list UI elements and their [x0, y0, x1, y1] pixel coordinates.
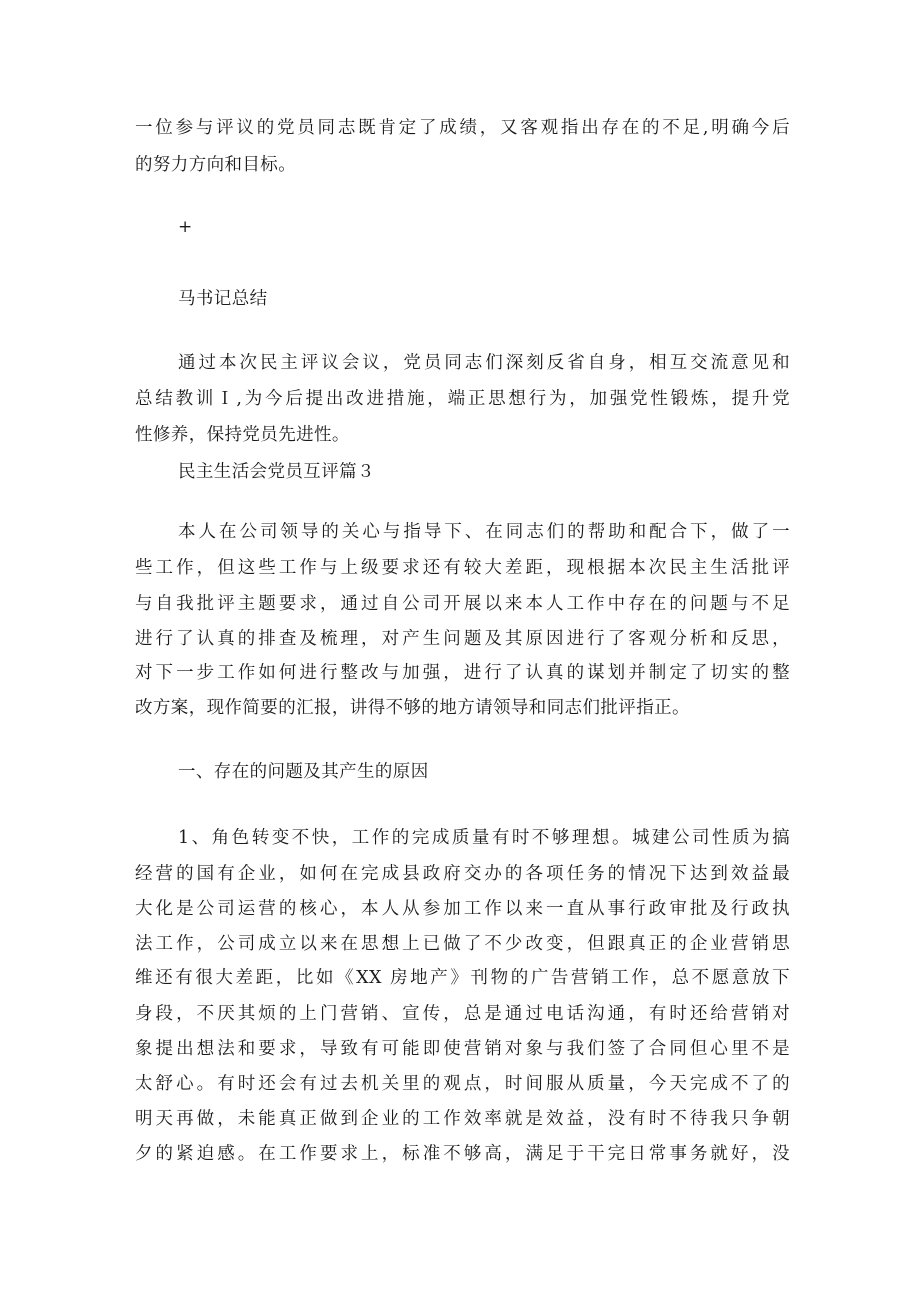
part-title: 民主生活会党员互评篇３ [178, 462, 375, 482]
item-one-line: 经营的国有企业，如何在完成县政府交办的各项任务的情况下达到效益最 [135, 864, 790, 884]
item-one-line: 法工作，公司成立以来在思想上已做了不少改变，但跟真正的企业营销思 [135, 934, 790, 954]
self-report-line: 些工作，但这些工作与上级要求还有较大差距，现根据本次民主生活批评 [135, 558, 790, 578]
self-report-line: 本人在公司领导的关心与指导下、在同志们的帮助和配合下，做了一 [178, 522, 790, 542]
self-report-line: 与自我批评主题要求，通过自公司开展以来本人工作中存在的问题与不足 [135, 594, 790, 614]
self-report-line: 对下一步工作如何进行整改与加强，进行了认真的谋划并制定了切实的整 [135, 663, 790, 683]
ma-summary-line: 通过本次民主评议会议，党员同志们深刻反省自身，相互交流意见和 [178, 353, 790, 373]
ma-summary-line: 性修养，保持党员先进性。 [135, 425, 350, 445]
intro-line: 一位参与评议的党员同志既肯定了成绩，又客观指出存在的不足,明确今后 [135, 118, 790, 138]
item-one-line: 明天再做，未能真正做到企业的工作效率就是效益，没有时不待我只争朝 [135, 1109, 790, 1129]
item-one-line: 维还有很大差距，比如《XX 房地产》刊物的广告营销工作，总不愿意放下 [135, 968, 790, 988]
section-one-heading: 一、存在的问题及其产生的原因 [178, 762, 429, 782]
item-one-line: 身段，不厌其烦的上门营销、宣传，总是通过电话沟通，有时还给营销对 [135, 1004, 790, 1024]
plus-mark: + [178, 217, 193, 237]
item-one-line: 太舒心。有时还会有过去机关里的观点，时间服从质量，今天完成不了的 [135, 1074, 790, 1094]
item-one-line: 象提出想法和要求，导致有可能即使营销对象与我们签了合同但心里不是 [135, 1039, 790, 1059]
self-report-line: 进行了认真的排查及梳理，对产生问题及其原因进行了客观分析和反思， [135, 629, 790, 649]
ma-summary-line: 总结教训Ｉ,为今后提出改进措施，端正思想行为，加强党性锻炼，提升党 [135, 389, 790, 409]
item-one-line: 夕的紧迫感。在工作要求上，标准不够高，满足于干完日常事务就好，没 [135, 1144, 790, 1164]
section-heading-ma: 马书记总结 [178, 289, 268, 309]
intro-line: 的努力方向和目标。 [135, 155, 297, 175]
item-one-line: 1、角色转变不快，工作的完成质量有时不够理想。城建公司性质为搞 [178, 828, 790, 848]
self-report-line: 改方案，现作简要的汇报，讲得不够的地方请领导和同志们批评指正。 [135, 698, 690, 718]
item-one-line: 大化是公司运营的核心，本人从参加工作以来一直从事行政审批及行政执 [135, 899, 790, 919]
